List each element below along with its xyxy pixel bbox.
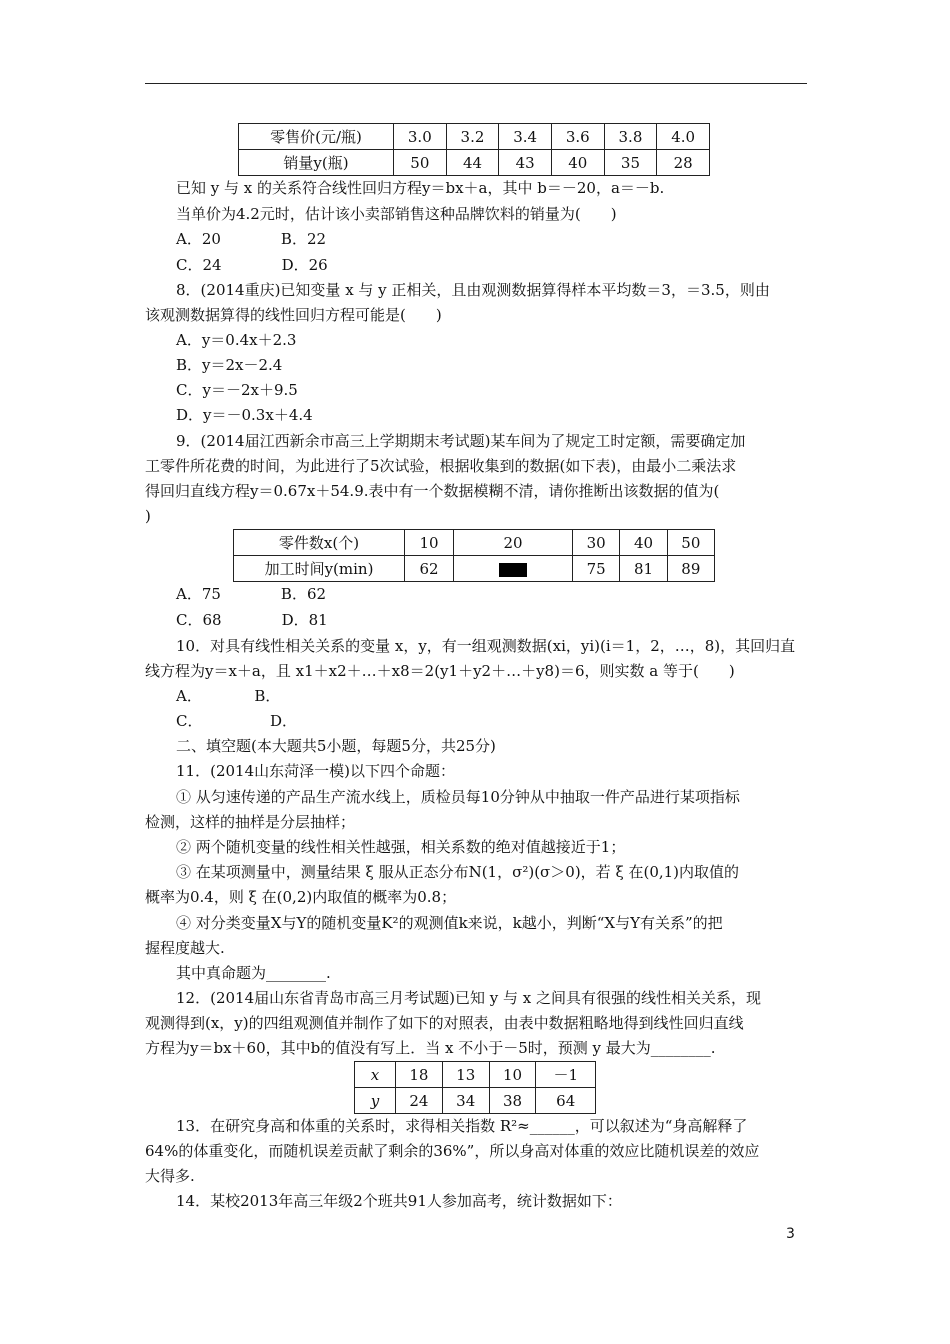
table-cell: 64 — [536, 1088, 596, 1114]
q9-line3: 得回归直线方程y＝0.67x＋54.9.表中有一个数据模糊不清，请你推断出该数据的值为( — [145, 482, 720, 500]
xy-table — [354, 1061, 596, 1114]
price-sales-table — [238, 123, 710, 176]
table-cell: 零售价(元/瓶) — [239, 124, 394, 150]
table-cell: 75 — [573, 556, 620, 582]
q10-options-cd: C． D． — [176, 712, 298, 730]
q10-line2: 线方程为y＝x＋a，且 x1＋x2＋…＋x8＝2(y1＋y2＋…＋y8)＝6，则实数 a 等于( ) — [145, 662, 735, 680]
table-cell: 44 — [446, 150, 499, 176]
q7-line2: 当单价为4.2元时，估计该小卖部销售这种品牌饮料的销量为( ) — [176, 205, 617, 223]
q12-line1: 12．(2014届山东省青岛市高三月考试题)已知 y 与 x 之间具有很强的线性相关关系，现 — [176, 989, 761, 1007]
table-cell: 40 — [551, 150, 604, 176]
table-cell: 3.8 — [604, 124, 657, 150]
table-cell: 28 — [657, 150, 710, 176]
table-cell: －1 — [536, 1062, 596, 1088]
q8-option-d: D．y＝－0.3x＋4.4 — [176, 406, 313, 424]
q12-line3: 方程为y＝bx＋60，其中b的值没有写上．当 x 不小于－5时，预测 y 最大为________. — [145, 1039, 716, 1057]
table-cell: 10 — [489, 1062, 536, 1088]
page-number: 3 — [786, 1226, 795, 1242]
table-cell: 3.2 — [446, 124, 499, 150]
q10-options-ab: A． B． — [176, 687, 281, 705]
q7-options-cd: C．24 D．26 — [176, 256, 328, 274]
q11-line3: 检测，这样的抽样是分层抽样； — [145, 813, 356, 831]
q11-line2: ① 从匀速传递的产品生产流水线上，质检员每10分钟从中抽取一件产品进行某项指标 — [176, 788, 740, 806]
table-cell: 81 — [620, 556, 667, 582]
table-cell: 3.0 — [394, 124, 447, 150]
q9-line2: 工零件所花费的时间，为此进行了5次试验，根据收集到的数据(如下表)，由最小二乘法求 — [145, 457, 737, 475]
q11-line6: 概率为0.4，则 ξ 在(0,2)内取值的概率为0.8； — [145, 888, 457, 906]
table-cell: y — [355, 1088, 396, 1114]
table-cell: 10 — [405, 530, 454, 556]
q7-line1: 已知 y 与 x 的关系符合线性回归方程y＝bx＋a，其中 b＝－20，a＝－b. — [176, 179, 665, 197]
header-rule — [145, 83, 807, 84]
table-cell: 3.6 — [551, 124, 604, 150]
q11-line8: 握程度越大. — [145, 939, 225, 957]
q8-option-b: B．y＝2x－2.4 — [176, 356, 283, 374]
table-cell: x — [355, 1062, 396, 1088]
q9-line4: ) — [145, 507, 151, 525]
table-cell: 43 — [499, 150, 552, 176]
table-cell: 3.4 — [499, 124, 552, 150]
q7-options-ab: A．20 B．22 — [176, 230, 327, 248]
q8-option-a: A．y＝0.4x＋2.3 — [176, 331, 297, 349]
table-cell: 38 — [489, 1088, 536, 1114]
table-cell: 24 — [396, 1088, 443, 1114]
q13-line3: 大得多. — [145, 1167, 195, 1185]
q10-line1: 10．对具有线性相关关系的变量 x，y，有一组观测数据(xi，yi)(i＝1，2，…，8)，其回归直 — [176, 637, 796, 655]
q11-line7: ④ 对分类变量X与Y的随机变量K²的观测值k来说，k越小，判断“X与Y有关系”的把 — [176, 914, 723, 932]
q9-line1: 9．(2014届江西新余市高三上学期期末考试题)某车间为了规定工时定额，需要确定加 — [176, 432, 746, 450]
table-cell: 零件数x(个) — [234, 530, 405, 556]
q13-line2: 64%的体重变化，而随机误差贡献了剩余的36%”，所以身高对体重的效应比随机误差的效应 — [145, 1142, 760, 1160]
table-row — [239, 124, 710, 150]
section-heading: 二、填空题(本大题共5小题，每题5分，共25分) — [176, 737, 496, 755]
q8-line1: 8．(2014重庆)已知变量 x 与 y 正相关，且由观测数据算得样本平均数＝3，＝3.5，则由 — [176, 281, 770, 299]
table-cell: 89 — [667, 556, 714, 582]
q12-line2: 观测得到(x，y)的四组观测值并制作了如下的对照表，由表中数据粗略地得到线性回归直线 — [145, 1014, 744, 1032]
q8-line2: 该观测数据算得的线性回归方程可能是( ) — [145, 306, 442, 324]
table-cell: 34 — [442, 1088, 489, 1114]
blurred-cell — [454, 556, 573, 582]
table-row — [234, 530, 715, 556]
blurred-data-block — [499, 563, 527, 577]
q9-options-cd: C．68 D．81 — [176, 611, 328, 629]
q8-option-c: C．y＝－2x＋9.5 — [176, 381, 298, 399]
table-cell: 35 — [604, 150, 657, 176]
table-cell: 13 — [442, 1062, 489, 1088]
table-cell: 50 — [394, 150, 447, 176]
table-cell: 40 — [620, 530, 667, 556]
table-cell: 62 — [405, 556, 454, 582]
table-cell: 20 — [454, 530, 573, 556]
table-cell: 18 — [396, 1062, 443, 1088]
table-row — [234, 556, 715, 582]
parts-time-table — [233, 529, 715, 582]
q9-options-ab: A．75 B．62 — [176, 585, 327, 603]
table-row — [355, 1088, 596, 1114]
table-cell: 加工时间y(min) — [234, 556, 405, 582]
table-cell: 4.0 — [657, 124, 710, 150]
q14-line1: 14．某校2013年高三年级2个班共91人参加高考，统计数据如下： — [176, 1192, 622, 1210]
table-row — [239, 150, 710, 176]
table-cell: 销量y(瓶) — [239, 150, 394, 176]
q11-line9: 其中真命题为________. — [176, 964, 331, 982]
table-row — [355, 1062, 596, 1088]
table-cell: 50 — [667, 530, 714, 556]
q11-line4: ② 两个随机变量的线性相关性越强，相关系数的绝对值越接近于1； — [176, 838, 626, 856]
table-cell: 30 — [573, 530, 620, 556]
q11-line1: 11．(2014山东菏泽一模)以下四个命题： — [176, 762, 455, 780]
q13-line1: 13．在研究身高和体重的关系时，求得相关指数 R²≈______，可以叙述为“身高解释了 — [176, 1117, 748, 1135]
q11-line5: ③ 在某项测量中，测量结果 ξ 服从正态分布N(1，σ²)(σ＞0)，若 ξ 在(0,1)内取值的 — [176, 863, 740, 881]
